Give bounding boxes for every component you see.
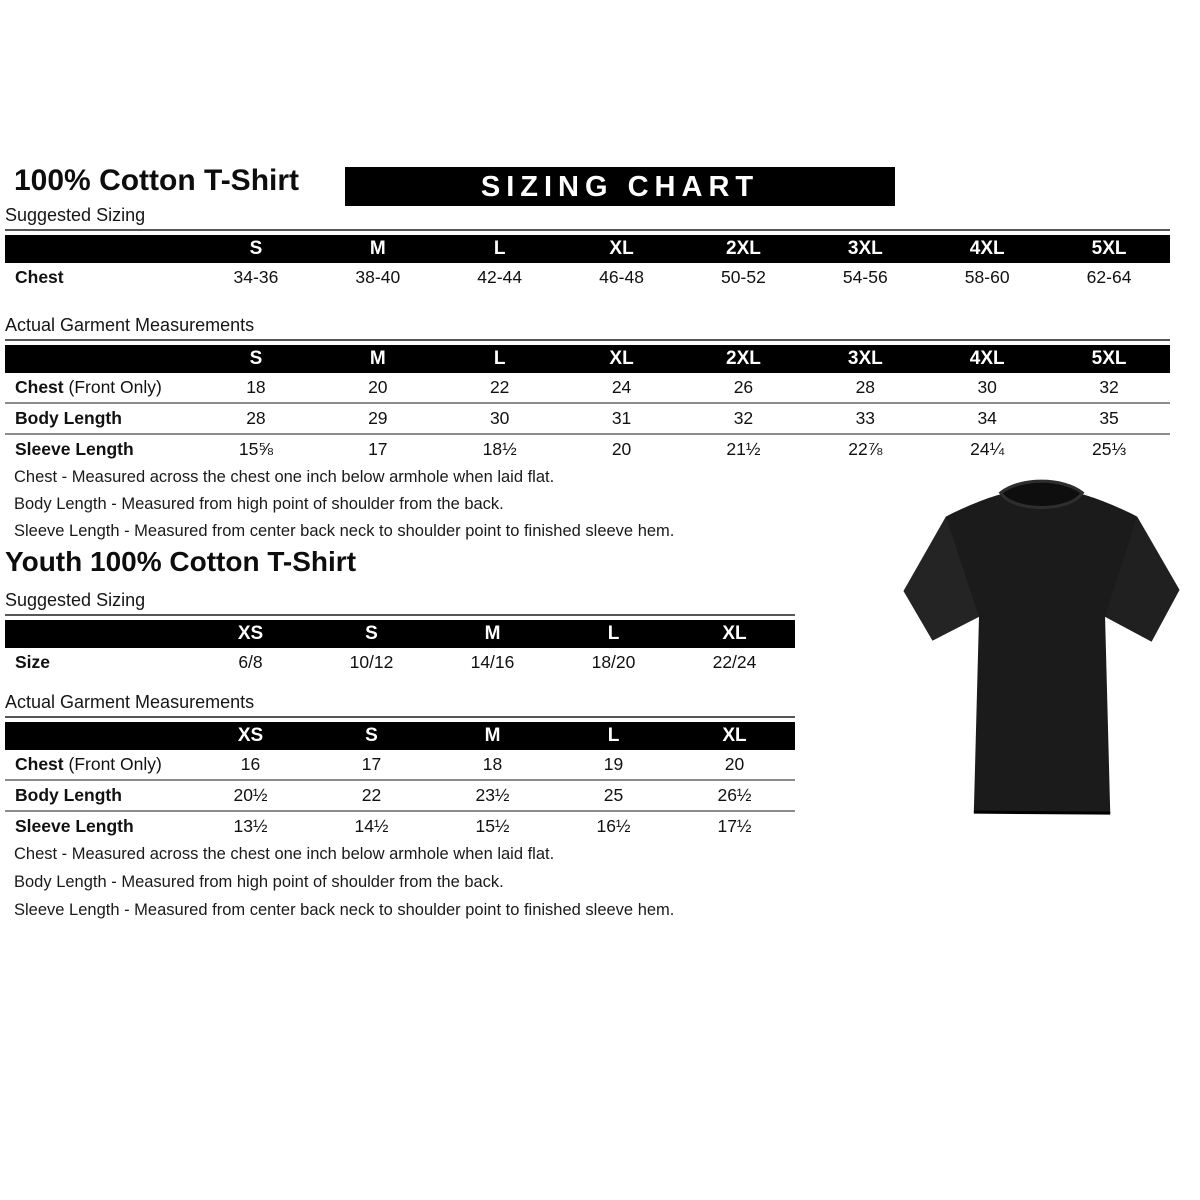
measurement-note: Sleeve Length - Measured from center back neck to shoulder point to finished sleeve hem. xyxy=(14,901,675,919)
table-cell: 17 xyxy=(368,439,388,459)
youth-section-title: Youth 100% Cotton T-Shirt xyxy=(5,546,357,577)
section-label: Suggested Sizing xyxy=(5,205,1170,231)
table-cell: 18 xyxy=(246,377,266,397)
page-title: 100% Cotton T-Shirt xyxy=(14,164,300,197)
table-cell: 31 xyxy=(611,408,632,428)
row-label: Sleeve Length xyxy=(15,439,134,459)
column-header: M xyxy=(484,725,501,746)
table-cell: 14½ xyxy=(354,816,389,836)
column-header: XS xyxy=(237,623,264,644)
table-cell: 50-52 xyxy=(721,267,766,287)
youth-actual-header-row xyxy=(5,722,795,750)
youth-actual-section xyxy=(5,692,795,841)
row-label: Chest (Front Only) xyxy=(15,377,162,397)
table-cell: 30 xyxy=(489,408,510,428)
table-cell: 20 xyxy=(724,754,745,774)
table-cell: 22 xyxy=(489,377,510,397)
youth-measurement-notes xyxy=(14,840,674,924)
column-header: 2XL xyxy=(726,348,761,369)
measurement-note: Chest - Measured across the chest one inch below armhole when laid flat. xyxy=(14,468,555,486)
row-label: Body Length xyxy=(15,408,122,428)
column-header: XL xyxy=(609,238,634,259)
column-header: L xyxy=(493,348,506,369)
table-cell: 21½ xyxy=(726,439,761,459)
table-cell: 18½ xyxy=(482,439,517,459)
table-cell: 23½ xyxy=(475,785,510,805)
table-cell: 58-60 xyxy=(964,267,1010,287)
column-header: L xyxy=(607,725,620,746)
table-row xyxy=(5,750,795,779)
table-cell: 15½ xyxy=(475,816,510,836)
table-row xyxy=(5,779,795,810)
table-cell: 28 xyxy=(855,377,876,397)
table-cell: 32 xyxy=(1099,377,1119,397)
column-header: XL xyxy=(722,623,747,644)
table-cell: 30 xyxy=(977,377,997,397)
section-label: Actual Garment Measurements xyxy=(5,692,795,718)
column-header: 2XL xyxy=(726,238,761,259)
table-cell: 22/24 xyxy=(712,652,757,672)
measurement-note: Body Length - Measured from high point of shoulder from the back. xyxy=(14,495,504,513)
column-header: S xyxy=(249,348,263,369)
column-header: M xyxy=(369,348,386,369)
row-label: Chest xyxy=(15,267,64,287)
column-header: S xyxy=(365,725,378,746)
measurement-note: Chest - Measured across the chest one inch below armhole when laid flat. xyxy=(14,845,555,863)
table-cell: 20 xyxy=(611,439,632,459)
table-row xyxy=(5,373,1170,402)
measurement-note: Body Length - Measured from high point of shoulder from the back. xyxy=(14,873,504,891)
tshirt-graphic xyxy=(882,468,1200,840)
column-header: 3XL xyxy=(847,238,883,259)
table-row xyxy=(5,648,795,677)
column-header: 3XL xyxy=(847,348,883,369)
table-cell: 17 xyxy=(361,754,382,774)
table-cell: 26 xyxy=(733,377,754,397)
column-header: XL xyxy=(722,725,747,746)
section-label: Suggested Sizing xyxy=(5,590,795,616)
adult-measurement-notes xyxy=(14,464,674,545)
column-header: 4XL xyxy=(969,238,1005,259)
table-cell: 33 xyxy=(855,408,876,428)
row-label: Sleeve Length xyxy=(15,816,134,836)
table-cell: 6/8 xyxy=(238,652,263,672)
adult-suggested-section xyxy=(5,205,1170,292)
table-cell: 46-48 xyxy=(599,267,644,287)
table-cell: 25⅓ xyxy=(1092,439,1127,459)
table-cell: 24¼ xyxy=(970,439,1005,459)
table-cell: 18/20 xyxy=(591,652,636,672)
tshirt-image xyxy=(882,468,1200,840)
table-row xyxy=(5,810,795,841)
table-cell: 10/12 xyxy=(349,652,394,672)
table-cell: 34 xyxy=(977,408,997,428)
youth-suggested-header-row xyxy=(5,620,795,648)
table-cell: 32 xyxy=(733,408,754,428)
table-cell: 62-64 xyxy=(1086,267,1132,287)
table-row xyxy=(5,402,1170,433)
adult-actual-section xyxy=(5,315,1170,464)
table-row xyxy=(5,433,1170,464)
column-header: S xyxy=(249,238,263,259)
youth-suggested-section xyxy=(5,590,795,677)
row-label: Body Length xyxy=(15,785,122,805)
column-header: L xyxy=(493,238,506,259)
column-header: 4XL xyxy=(969,348,1005,369)
table-cell: 54-56 xyxy=(842,267,888,287)
table-row xyxy=(5,263,1170,292)
table-cell: 29 xyxy=(368,408,388,428)
table-cell: 42-44 xyxy=(477,267,523,287)
row-label: Size xyxy=(15,652,51,672)
sizing-chart-banner: SIZING CHART xyxy=(345,167,895,206)
column-header: XS xyxy=(237,725,264,746)
table-cell: 19 xyxy=(603,754,624,774)
adult-actual-header-row xyxy=(5,345,1170,373)
table-cell: 24 xyxy=(611,377,632,397)
table-cell: 15⅝ xyxy=(238,439,273,459)
table-cell: 38-40 xyxy=(355,267,401,287)
table-cell: 16 xyxy=(240,754,261,774)
adult-suggested-header-row xyxy=(5,235,1170,263)
table-cell: 17½ xyxy=(717,816,752,836)
column-header: XL xyxy=(609,348,634,369)
table-cell: 28 xyxy=(246,408,266,428)
row-label: Chest (Front Only) xyxy=(15,754,162,774)
column-header: L xyxy=(607,623,620,644)
table-cell: 13½ xyxy=(233,816,268,836)
table-cell: 22⅞ xyxy=(848,439,883,459)
table-cell: 25 xyxy=(603,785,624,805)
table-cell: 20 xyxy=(368,377,388,397)
column-header: M xyxy=(369,238,386,259)
section-label: Actual Garment Measurements xyxy=(5,315,1170,341)
column-header: 5XL xyxy=(1091,348,1127,369)
table-cell: 14/16 xyxy=(470,652,515,672)
table-cell: 16½ xyxy=(596,816,631,836)
column-header: M xyxy=(484,623,501,644)
column-header: S xyxy=(365,623,378,644)
measurement-note: Sleeve Length - Measured from center back neck to shoulder point to finished sleeve hem. xyxy=(14,522,675,540)
table-cell: 22 xyxy=(361,785,382,805)
table-cell: 35 xyxy=(1099,408,1119,428)
table-cell: 18 xyxy=(482,754,503,774)
table-cell: 34-36 xyxy=(233,267,279,287)
table-cell: 20½ xyxy=(233,785,268,805)
table-cell: 26½ xyxy=(717,785,752,805)
column-header: 5XL xyxy=(1091,238,1127,259)
